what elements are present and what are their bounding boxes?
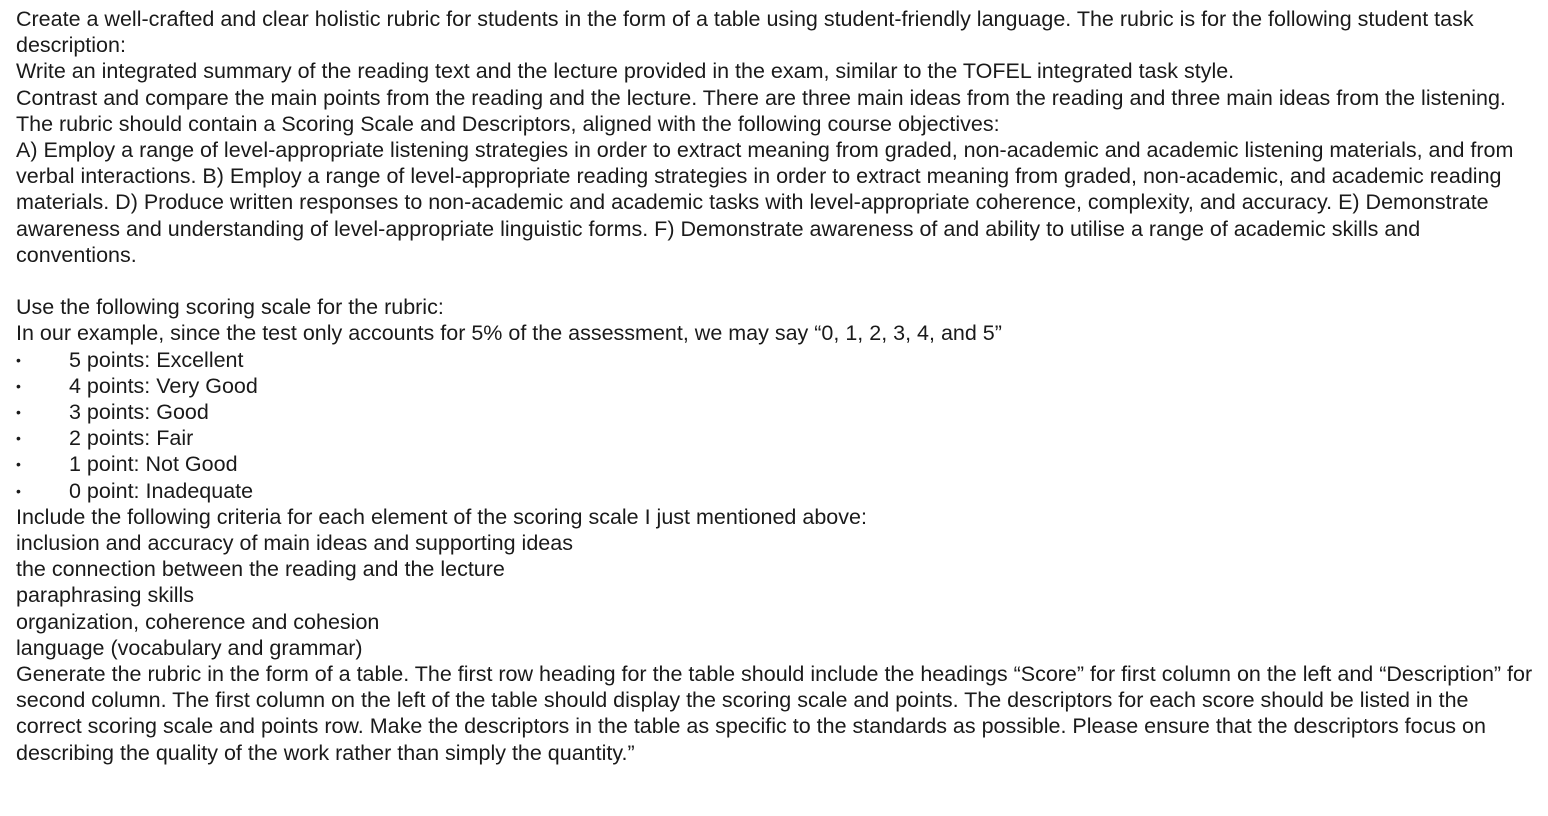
intro-paragraph-objectives-heading: The rubric should contain a Scoring Scale and Descriptors, aligned with the following course objectives: bbox=[16, 111, 1000, 136]
intro-paragraph-objectives-list: A) Employ a range of level-appropriate listening strategies in order to extract meaning from graded, non-academic and academic listening materials, and from verbal interactions. B) Employ a range of level-appropriate reading strategies in order to extract meaning from graded, non-academic, and academic reading materials. D) Produce written responses to non-academic and academic tasks with level-appropriate coherence, complexity, and accuracy. E) Demonstrate awareness and understanding of level-appropriate linguistic forms. F) Demonstrate awareness of and ability to utilise a range of academic skills and conventions. bbox=[16, 138, 1514, 267]
scale-item-1 bbox=[16, 451, 1536, 477]
bullet-icon: • bbox=[16, 430, 21, 447]
scale-item-label: 1 point: Not Good bbox=[69, 452, 238, 477]
bullet-icon: • bbox=[16, 377, 21, 394]
criteria-item: organization, coherence and cohesion bbox=[16, 609, 380, 634]
scale-item-label: 0 point: Inadequate bbox=[69, 478, 254, 503]
criteria-item: the connection between the reading and the lecture bbox=[16, 557, 505, 582]
scale-heading: Use the following scoring scale for the rubric: bbox=[16, 295, 444, 320]
intro-paragraph-task-request: Create a well-crafted and clear holistic rubric for students in the form of a table using student-friendly language. The rubric is for the following student task description: bbox=[16, 7, 1474, 58]
scale-item-4 bbox=[16, 373, 1536, 399]
scale-item-label: 3 points: Good bbox=[69, 400, 209, 425]
criteria-heading: Include the following criteria for each element of the scoring scale I just mentioned above: bbox=[16, 504, 867, 529]
intro-paragraph-compare-instruction: Contrast and compare the main points from the reading and the lecture. There are three main ideas from the reading and three main ideas from the listening. bbox=[16, 85, 1506, 110]
scale-item-0 bbox=[16, 478, 1536, 504]
bullet-icon: • bbox=[16, 351, 21, 368]
scale-item-label: 5 points: Excellent bbox=[69, 347, 244, 372]
prompt-document bbox=[16, 6, 1536, 766]
criteria-item: paraphrasing skills bbox=[16, 583, 195, 608]
scale-item-3 bbox=[16, 399, 1536, 425]
intro-paragraph-task-description: Write an integrated summary of the reading text and the lecture provided in the exam, similar to the TOFEL integrated task style. bbox=[16, 59, 1235, 84]
criteria-item: inclusion and accuracy of main ideas and supporting ideas bbox=[16, 531, 573, 556]
scale-item-label: 4 points: Very Good bbox=[69, 373, 258, 398]
scale-note: In our example, since the test only accounts for 5% of the assessment, we may say “0, 1, 2, 3, 4, and 5” bbox=[16, 321, 1002, 346]
scale-item-2 bbox=[16, 425, 1536, 451]
scale-item-5 bbox=[16, 347, 1536, 373]
criteria-item: language (vocabulary and grammar) bbox=[16, 635, 363, 660]
bullet-icon: • bbox=[16, 482, 21, 499]
bullet-icon: • bbox=[16, 404, 21, 421]
scale-item-label: 2 points: Fair bbox=[69, 426, 194, 451]
bullet-icon: • bbox=[16, 456, 21, 473]
scoring-scale-list bbox=[16, 347, 1536, 504]
closing-paragraph: Generate the rubric in the form of a table. The first row heading for the table should include the headings “Score” for first column on the left and “Description” for second column. The first column on the left of the table should display the scoring scale and points. The descriptors for each score should be listed in the correct scoring scale and points row. Make the descriptors in the table as specific to the standards as possible. Please ensure that the descriptors focus on describing the quality of the work rather than simply the quantity.” bbox=[16, 662, 1533, 765]
blank-line bbox=[16, 268, 1536, 294]
